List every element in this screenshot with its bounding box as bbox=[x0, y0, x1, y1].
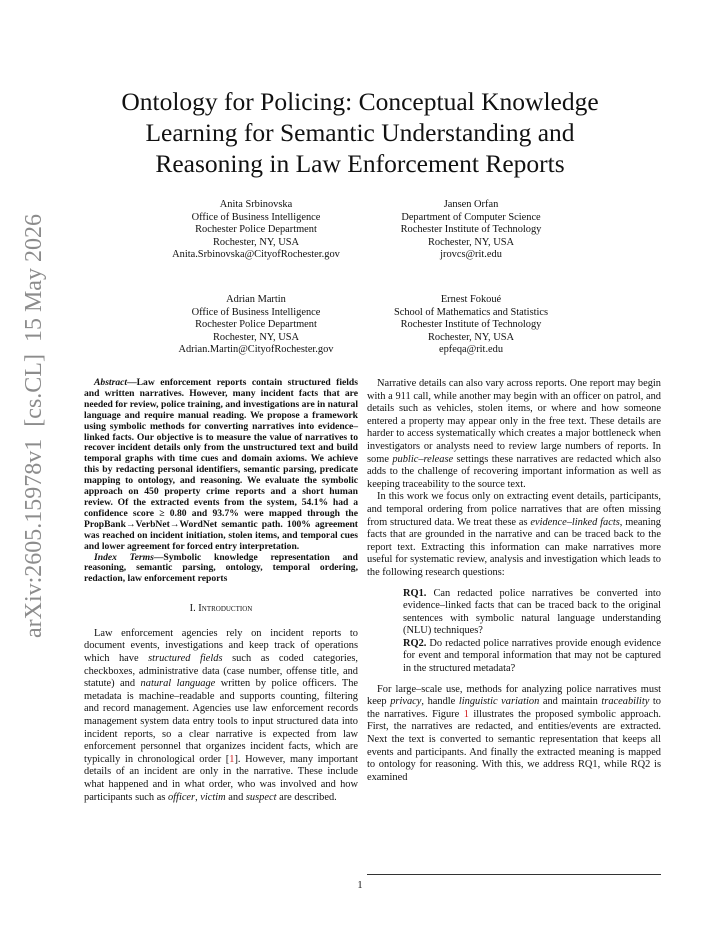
rq-label: RQ1. bbox=[403, 587, 427, 599]
paper-title bbox=[60, 86, 660, 179]
author-affiliation: Department of Computer Science bbox=[401, 211, 541, 223]
author-affiliation: Rochester Institute of Technology bbox=[400, 224, 542, 236]
body-paragraph bbox=[367, 378, 661, 491]
text-run: settings these narratives are redacted which also adds to the challenge of recovering important information as well as keeping traceability to the source text. bbox=[367, 453, 662, 490]
research-question-2 bbox=[403, 638, 661, 676]
body-paragraph bbox=[367, 491, 661, 579]
author-email[interactable]: jrovcs@rit.edu bbox=[440, 249, 502, 261]
abstract-label: Abstract bbox=[94, 377, 128, 388]
author-location: Rochester, NY, USA bbox=[213, 331, 299, 343]
text-run: to the narratives. Figure bbox=[367, 696, 662, 720]
page-number: 1 bbox=[357, 880, 363, 891]
author-name: Jansen Orfan bbox=[443, 199, 499, 210]
author-affiliation: Rochester Police Department bbox=[195, 224, 317, 236]
index-terms-text: —Symbolic knowledge representation and reasoning, semantic parsing, ontology, temporal ordering, redaction, law enforcement reports bbox=[84, 551, 358, 585]
title-line: Ontology for Policing: Conceptual Knowledge bbox=[121, 87, 599, 116]
author-name: Ernest Fokoué bbox=[440, 294, 502, 305]
index-terms-label: Index Terms bbox=[94, 551, 154, 563]
right-column bbox=[367, 378, 661, 784]
author-name: Adrian Martin bbox=[226, 294, 286, 305]
term-natural-language: natural language bbox=[140, 678, 216, 690]
research-question-1 bbox=[403, 588, 661, 638]
term-victim: victim bbox=[200, 791, 226, 803]
rq-text: Do redacted police narratives provide enough evidence for event and temporal information that may not be captured in the structured metadata? bbox=[403, 637, 661, 675]
author-email[interactable]: Adrian.Martin@CityofRochester.gov bbox=[178, 344, 334, 356]
text-run: Narrative details can also vary across reports. One report may begin with a 911 call, while another may begin with an officer on patrol, and details such as vehicles, stolen items, or where and how someone entered a property may appear only in the free text. These details are harder to access systematically which creates a major bottleneck when investigators or analysts need to review large numbers of reports. In some bbox=[367, 378, 661, 465]
author-block bbox=[356, 294, 586, 357]
term-privacy: privacy bbox=[390, 696, 422, 708]
footer-rule bbox=[367, 874, 661, 875]
term-public-release: public–release bbox=[392, 453, 454, 465]
text-run: Law enforcement agencies rely on incident reports to document events, investigations and keep track of operations which have bbox=[84, 627, 358, 664]
figure-link[interactable]: 1 bbox=[463, 708, 469, 720]
title-line: Reasoning in Law Enforcement Reports bbox=[155, 149, 565, 178]
text-run: written by police officers. The metadata is machine–readable and supports counting, filtering and record management. Agencies use law enforcement records management system data entry tools to input structured data into incident reports, so a clear narrative is expected from law enforcement personnel that organizes incident facts, which are typically in chronological order [ bbox=[84, 678, 358, 765]
citation-link[interactable]: 1 bbox=[229, 753, 235, 765]
author-email[interactable]: Anita.Srbinovska@CityofRochester.gov bbox=[172, 249, 340, 261]
author-affiliation: Office of Business Intelligence bbox=[191, 211, 321, 223]
text-run: , handle bbox=[421, 696, 459, 708]
text-run: , bbox=[195, 791, 201, 803]
term-structured-fields: structured fields bbox=[148, 653, 223, 664]
author-location: Rochester, NY, USA bbox=[428, 236, 514, 248]
text-run: For large–scale use, methods for analyzing police narratives must keep bbox=[367, 683, 661, 708]
intro-paragraph bbox=[84, 628, 358, 804]
abstract-text: —Law enforcement reports contain structured fields and written narratives. However, many incident facts that are needed for review, police training, and investigations are in natural language and require manual reading. We propose a framework using symbolic methods for converting narratives into evidence–linked facts. Our objective is to measure the value of narratives to recover incident details only from the unstructured text and build temporal graphs with time cues and domain axioms. We achieve this by redacting personal identifiers, semantic parsing, predicate mapping to ontology, and reasoning. We evaluate the symbolic approach on 450 property crime reports and a short human review. Of the extracted events from the system, 54.1% had a confidence score ≥ 0.80 and 93.7% were mapped through the PropBank→VerbNet→WordNet semantic path. 100% agreement was reached on incident initiation, stolen items, and temporal cues and lower agreement for forced entry interpretation. bbox=[84, 377, 358, 552]
title-line: Learning for Semantic Understanding and bbox=[145, 118, 575, 147]
author-affiliation: Rochester Institute of Technology bbox=[400, 319, 542, 331]
term-linguistic-variation: linguistic variation bbox=[458, 696, 540, 708]
arxiv-identifier: arXiv:2605.15978v1 [cs.CL] 15 May 2026 bbox=[21, 214, 47, 638]
body-paragraph bbox=[367, 684, 661, 785]
author-block bbox=[141, 199, 371, 262]
author-affiliation: Rochester Police Department bbox=[195, 319, 317, 331]
text-run: and maintain bbox=[539, 696, 602, 708]
author-affiliation: Office of Business Intelligence bbox=[191, 306, 321, 318]
rq-text: Can redacted police narratives be converted into evidence–linked facts that can be traced back to the original sentences with symbolic natural language understanding (NLU) techniques? bbox=[403, 587, 661, 637]
text-run: and bbox=[225, 791, 246, 803]
text-run: are described. bbox=[276, 791, 337, 803]
term-evidence-linked-facts: evidence–linked facts bbox=[530, 516, 620, 528]
term-officer: officer bbox=[167, 791, 196, 803]
abstract bbox=[84, 378, 358, 585]
text-run: , meaning facts that are grounded in the narrative and can be traced back to the report text. Extracting this information can make narratives more useful for systematic review, analysis and investigation which leads to the following research questions: bbox=[367, 516, 661, 578]
left-column bbox=[84, 378, 358, 804]
text-run: such as coded categories, checkboxes, administrative data (case number, offense title, and statute) and bbox=[84, 653, 359, 690]
author-block bbox=[141, 294, 371, 357]
text-run: In this work we focus only on extracting event details, participants, and temporal ordering from police narratives that are often missing from structured data. We treat these as bbox=[367, 491, 661, 528]
term-suspect: suspect bbox=[245, 791, 277, 803]
author-block bbox=[356, 199, 586, 262]
author-email[interactable]: epfeqa@rit.edu bbox=[438, 344, 504, 356]
author-name: Anita Srbinovska bbox=[219, 199, 293, 210]
rq-label: RQ2. bbox=[403, 637, 427, 649]
author-location: Rochester, NY, USA bbox=[428, 331, 514, 343]
author-location: Rochester, NY, USA bbox=[213, 236, 299, 248]
section-heading-introduction: I. Introduction bbox=[189, 603, 253, 615]
text-run: illustrates the proposed symbolic approach. First, the narratives are redacted, and entities/events are extracted. Next the text is converted to semantic representation that keeps all events and participants. And finally the extracted meaning is mapped to ontology for reasoning. With this, we address RQ1, while RQ2 is examined bbox=[367, 708, 661, 783]
term-traceability: traceability bbox=[601, 696, 650, 708]
author-affiliation: School of Mathematics and Statistics bbox=[393, 306, 549, 318]
text-run: ]. However, many important details of an incident are only in the narrative. These include what happened and in what order, who was involved and how participants such as bbox=[84, 753, 359, 803]
